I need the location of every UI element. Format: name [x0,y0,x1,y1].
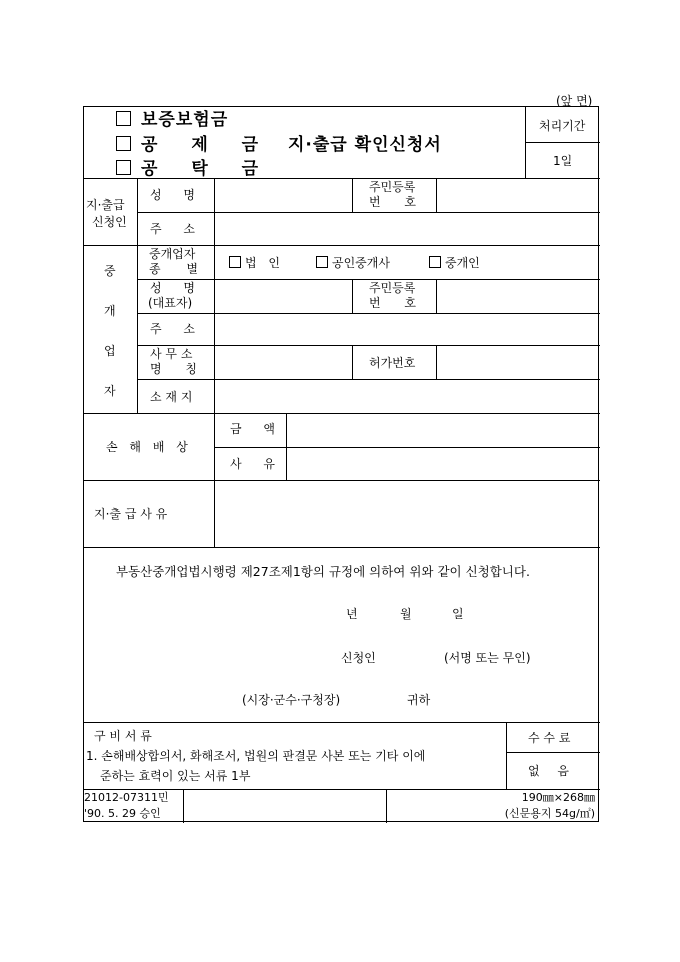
application-form [83,106,599,822]
title-option-guarantee-insurance[interactable]: 보증보험금 [116,110,228,130]
checkbox-icon[interactable] [116,111,131,126]
damages-label: 손 해 배 상 [106,440,188,454]
broker-type-label-line1: 중개업자 [149,247,196,261]
broker-type-broker[interactable]: 중개인 [429,256,480,270]
date-month: 월 [400,607,412,621]
paper-type: (신문용지 54g/㎡) [504,807,595,820]
processing-period-value: 1일 [553,154,573,168]
documents-item-line2: 준하는 효력이 있는 서류 1부 [100,769,251,783]
broker-office-label-line1: 사 무 소 [150,347,193,361]
processing-period-label: 처리기간 [539,119,586,133]
addressee-honorific: 귀하 [407,693,431,707]
documents-item-line1: 1. 손해배상합의서, 화해조서, 법원의 판결문 사본 또는 기타 이에 [86,749,426,763]
page-side-label: (앞 면) [556,94,593,108]
checkbox-icon[interactable] [429,256,441,268]
addressee: (시장·군수·구청장) [242,693,341,707]
checkbox-icon[interactable] [229,256,241,268]
applicant-rrn-label-line2: 번 호 [369,195,416,209]
broker-office-label-line2: 명 칭 [150,362,197,376]
paper-size: 190㎜×268㎜ [521,791,595,804]
payout-reason-label: 지·출 급 사 유 [94,507,168,521]
broker-address-label: 주 소 [150,322,195,336]
documents-label: 구 비 서 류 [94,729,152,743]
fee-label: 수 수 료 [528,731,571,745]
applicant-label-line1: 지·출급 [86,198,125,212]
broker-location-label: 소 재 지 [150,390,193,404]
applicant-label-line2: 신청인 [92,215,127,229]
damages-reason-label: 사 유 [230,457,275,471]
form-title: 지·출급 확인신청서 [288,135,442,155]
broker-name-label-line1: 성 명 [150,281,195,295]
broker-rrn-label-line2: 번 호 [369,296,416,310]
broker-side-char-1: 중 [104,264,116,278]
broker-rrn-label-line1: 주민등록 [369,281,416,295]
fee-value: 없 음 [528,764,569,778]
broker-type-label-line2: 종 별 [149,262,198,276]
broker-side-char-4: 자 [104,384,116,398]
checkbox-icon[interactable] [116,136,131,151]
form-approved-date: '90. 5. 29 승인 [84,807,161,820]
broker-type-corporation[interactable]: 법 인 [229,256,280,270]
broker-name-label-line2: (대표자) [148,296,193,310]
checkbox-icon[interactable] [316,256,328,268]
damages-amount-label: 금 액 [230,422,275,436]
date-year: 년 [346,607,358,621]
signer-label: 신청인 [341,651,376,665]
checkbox-icon[interactable] [116,160,131,175]
date-day: 일 [452,607,464,621]
broker-side-char-2: 개 [104,304,116,318]
title-option-mutual-aid[interactable]: 공 제 금 [116,135,272,155]
applicant-name-label: 성 명 [150,188,195,202]
application-statement: 부동산중개업법시행령 제27조제1항의 규정에 의하여 위와 같이 신청합니다. [116,564,530,579]
broker-type-licensed-agent[interactable]: 공인중개사 [316,256,390,270]
form-code: 21012-07311민 [84,791,169,804]
signer-sign-note: (서명 또는 무인) [444,651,531,665]
title-option-deposit[interactable]: 공 탁 금 [116,159,272,179]
applicant-address-label: 주 소 [150,222,195,236]
broker-license-label: 허가번호 [369,356,416,370]
broker-side-char-3: 업 [104,344,116,358]
applicant-rrn-label-line1: 주민등록 [369,180,416,194]
